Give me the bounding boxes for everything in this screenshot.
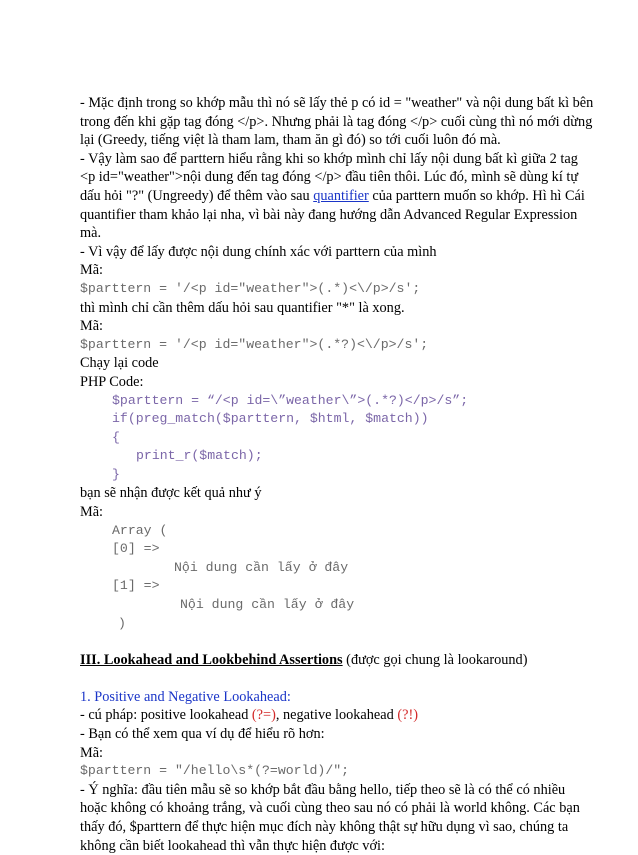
code-line: $parttern = '/<p id="weather">(.*?)<\/p>/s'; <box>80 336 429 352</box>
text-line: <p id="weather">nội dung đến tag đóng </p> đầu tiên thôi. Lúc đó, mình sẽ dùng kí tự <box>80 169 579 186</box>
output-line: Array ( <box>112 522 168 538</box>
code-label: Mã: <box>80 262 104 279</box>
code-label: Mã: <box>80 318 104 335</box>
text-line: lại (Greedy, tiếng việt là tham lam, tham ăn gì đó) so tới cuối luôn đó mà. <box>80 132 501 149</box>
text-line: thấy đó, $parttern để thực hiện mục đích này không thật sự hữu dụng vì sao, chúng ta <box>80 818 569 835</box>
text-fragment: của parttern muốn so khớp. Hì hì Cái <box>368 187 585 204</box>
text-fragment: dấu hỏi "?" (Ungreedy) để thêm vào sau <box>80 187 310 204</box>
code-label: Mã: <box>80 744 104 761</box>
text-line: - Bạn có thể xem qua ví dụ để hiểu rõ hơn: <box>80 726 325 742</box>
text-line: - Vậy làm sao để parttern hiểu rằng khi so khớp mình chỉ lấy nội dung bất kì giữa 2 tag <box>80 150 578 167</box>
subsection-heading: 1. Positive and Negative Lookahead: <box>80 688 291 705</box>
output-line: Nội dung cần lấy ở đây <box>180 597 355 613</box>
text-line: quantifier tham khảo lại nha, vì bài này đang hướng dẫn Advanced Regular Expression <box>80 206 578 223</box>
syntax-token: (?=) <box>251 707 276 724</box>
code-line: $parttern = "/hello\s*(?=world)/"; <box>80 763 350 779</box>
text-line <box>80 706 562 725</box>
text-line: Chạy lại code <box>80 355 159 372</box>
code-label: Mã: <box>80 504 104 521</box>
output-line: [1] => <box>112 578 160 594</box>
php-code-line: } <box>112 466 120 482</box>
text-fragment: , negative lookahead <box>275 707 398 724</box>
code-line: $parttern = '/<p id="weather">(.*)<\/p>/s'; <box>80 280 421 296</box>
text-line: - Ý nghĩa: đầu tiên mẫu sẽ so khớp bắt đầu bằng hello, tiếp theo sẽ là có thể có nhiều <box>80 781 566 798</box>
quantifier-link[interactable]: quantifier <box>313 187 369 204</box>
text-line: - Mặc định trong so khớp mẫu thì nó sẽ lấy thẻ p có id = "weather" và nội dung bất kì bên <box>80 95 594 111</box>
output-line: [0] => <box>112 541 160 557</box>
text-line: thì mình chỉ cần thêm dấu hỏi sau quantifier "*" là xong. <box>80 299 405 316</box>
text-line: không cần biết lookahead thì vẫn thực hiện được với: <box>80 837 385 854</box>
text-fragment: - cú pháp: positive lookahead <box>80 707 252 724</box>
output-line: ) <box>118 615 126 631</box>
syntax-token: (?!) <box>397 707 418 724</box>
php-code-line: print_r($match); <box>136 448 263 464</box>
text-line: - Vì vậy để lấy được nội dung chính xác với parttern của mình <box>80 243 437 260</box>
spacer <box>80 670 562 688</box>
text-line <box>80 187 585 206</box>
text-line: bạn sẽ nhận được kết quả như ý <box>80 485 262 502</box>
heading-note: (được gọi chung là lookaround) <box>342 652 528 669</box>
heading-text: III. Lookahead and Lookbehind Assertions <box>80 652 343 669</box>
php-code-line: if(preg_match($parttern, $html, $match)) <box>112 411 429 427</box>
php-code-line: { <box>112 429 120 445</box>
php-code-line: $parttern = “/<p id=\”weather\”>(.*?)</p>/s”; <box>112 392 469 408</box>
output-line: Nội dung cần lấy ở đây <box>174 559 349 575</box>
document-page <box>80 94 594 855</box>
text-line: hoặc không có khoảng trắng, và cuối cùng theo sau nó có phải là world không. Các bạn <box>80 800 580 817</box>
text-line: mà. <box>80 225 102 242</box>
code-label: PHP Code: <box>80 373 144 390</box>
spacer <box>80 633 562 651</box>
section-heading <box>80 651 562 670</box>
text-line: trong đến khi gặp tag đóng </p>. Nhưng phải là tag đóng </p> cuối cùng thì nó mới dừng <box>80 113 593 130</box>
